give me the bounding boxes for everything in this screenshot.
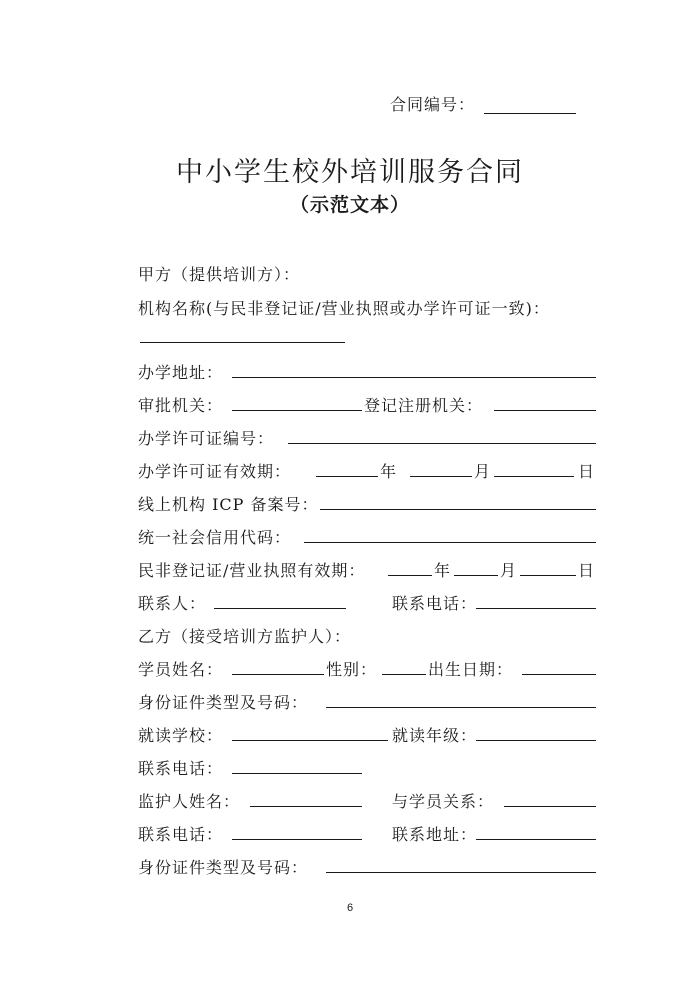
guardian-id-label: 身份证件类型及号码：: [138, 858, 309, 877]
cert-validity-label: 民非登记证/营业执照有效期：: [138, 561, 366, 580]
guardian-id-field[interactable]: [326, 872, 596, 873]
page-number: 6: [346, 902, 354, 914]
guardian-phone-label: 联系电话：: [138, 825, 224, 844]
grade-label: 就读年级：: [392, 726, 478, 745]
birth-date-field[interactable]: [522, 674, 596, 675]
cert-validity-year-label: 年: [434, 561, 452, 580]
contact-person-field[interactable]: [214, 608, 346, 609]
cert-validity-month-field[interactable]: [454, 575, 498, 576]
credit-code-label: 统一社会信用代码：: [138, 528, 292, 547]
student-name-field[interactable]: [232, 674, 324, 675]
party-b-phone-label: 联系电话：: [138, 759, 224, 778]
guardian-name-label: 监护人姓名：: [138, 792, 241, 811]
contract-number-label: 合同编号：: [390, 95, 476, 114]
birth-date-label: 出生日期：: [428, 660, 514, 679]
party-b-phone-field[interactable]: [232, 773, 362, 774]
party-a-heading: 甲方（提供培训方）：: [138, 265, 301, 284]
license-validity-month-field[interactable]: [410, 476, 472, 477]
approval-authority-field[interactable]: [232, 410, 362, 411]
approval-authority-label: 审批机关：: [138, 396, 224, 415]
icp-label: 线上机构 ICP 备案号：: [138, 495, 319, 514]
license-validity-year-label: 年: [380, 462, 398, 481]
school-field[interactable]: [232, 740, 388, 741]
student-name-label: 学员姓名：: [138, 660, 224, 679]
license-validity-year-field[interactable]: [316, 476, 378, 477]
relation-label: 与学员关系：: [392, 792, 495, 811]
cert-validity-day-field[interactable]: [520, 575, 576, 576]
license-validity-month-label: 月: [474, 462, 492, 481]
student-id-field[interactable]: [326, 707, 596, 708]
address-label: 办学地址：: [138, 363, 224, 382]
relation-field[interactable]: [504, 806, 596, 807]
gender-label: 性别：: [326, 660, 378, 679]
icp-field[interactable]: [320, 509, 596, 510]
party-a-phone-field[interactable]: [476, 608, 596, 609]
registration-authority-field[interactable]: [494, 410, 596, 411]
license-validity-label: 办学许可证有效期：: [138, 462, 292, 481]
party-b-heading: 乙方（接受培训方监护人）：: [138, 627, 352, 646]
contact-address-label: 联系地址：: [392, 825, 478, 844]
license-validity-day-label: 日: [578, 462, 596, 481]
contract-subtitle: （示范文本）: [289, 194, 410, 216]
license-number-field[interactable]: [288, 443, 596, 444]
cert-validity-month-label: 月: [500, 561, 518, 580]
contact-address-field[interactable]: [476, 839, 596, 840]
contract-title: 中小学生校外培训服务合同: [176, 157, 524, 188]
license-validity-day-field[interactable]: [494, 476, 574, 477]
grade-field[interactable]: [476, 740, 596, 741]
gender-field[interactable]: [382, 674, 426, 675]
school-label: 就读学校：: [138, 726, 224, 745]
guardian-phone-field[interactable]: [232, 839, 362, 840]
student-id-label: 身份证件类型及号码：: [138, 693, 309, 712]
registration-authority-label: 登记注册机关：: [364, 396, 484, 415]
license-number-label: 办学许可证编号：: [138, 429, 275, 448]
party-a-phone-label: 联系电话：: [392, 594, 478, 613]
contact-person-label: 联系人：: [138, 594, 207, 613]
cert-validity-year-field[interactable]: [388, 575, 432, 576]
org-name-field[interactable]: [140, 342, 345, 343]
address-field[interactable]: [232, 377, 596, 378]
credit-code-field[interactable]: [304, 542, 596, 543]
contract-number-field[interactable]: [484, 113, 576, 114]
org-name-label: 机构名称(与民非登记证/营业执照或办学许可证一致)：: [138, 299, 550, 318]
cert-validity-day-label: 日: [578, 561, 596, 580]
guardian-name-field[interactable]: [250, 806, 362, 807]
